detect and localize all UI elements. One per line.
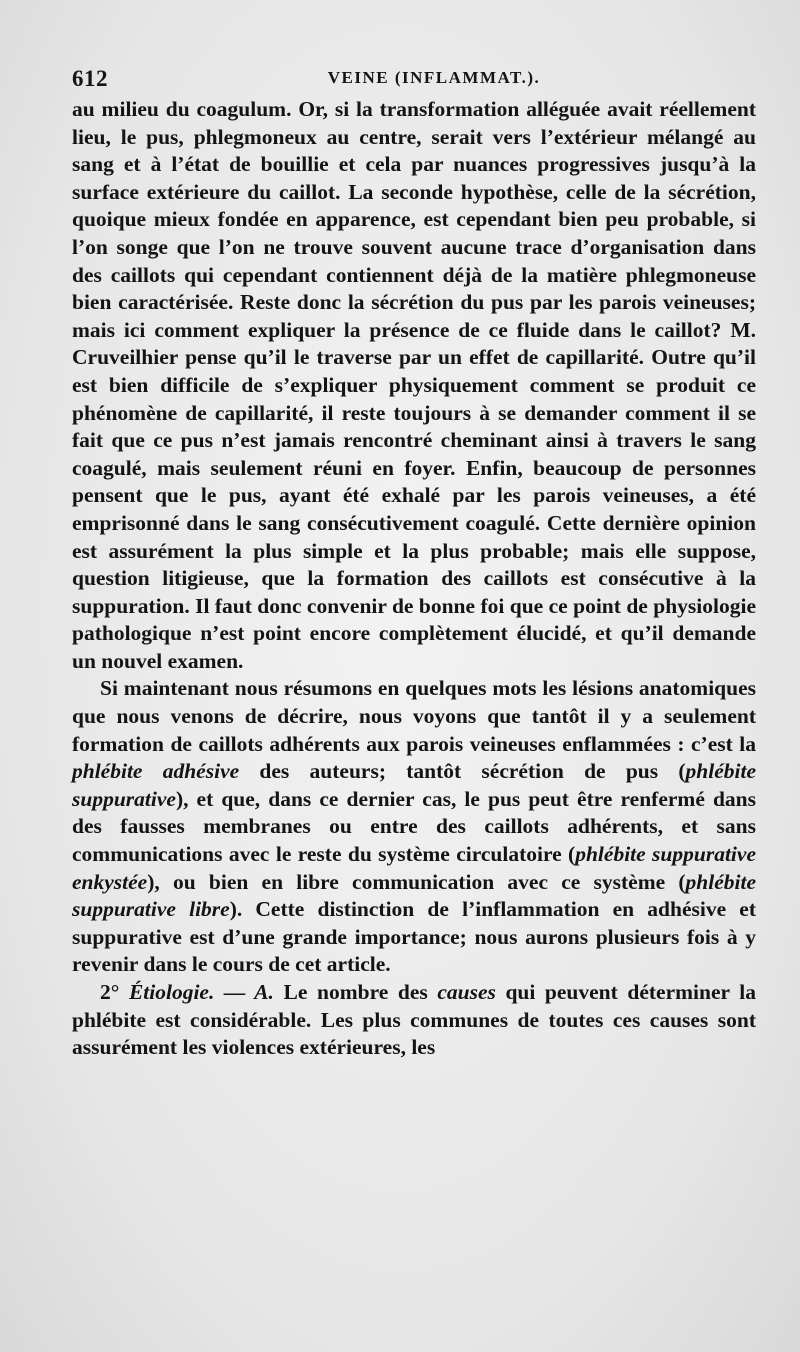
text-segment: Si maintenant nous résumons en quelques mots les lésions anatomiques que nous venons de décrire, nous voyons que tantôt il y a seulement formation de caillots adhérents aux parois veineuses enflammées : c’est la (72, 676, 756, 756)
text-segment: ). Cette distinction de l’inflammation en adhésive et suppurative est d’une grande importance; nous aurons plusieurs fois à y revenir dans le cours de cet article. (72, 897, 756, 977)
text-segment: ), ou bien en libre communication avec ce système ( (147, 869, 686, 894)
text-segment: qui peuvent déterminer la phlébite est considérable. Les plus communes de toutes ces causes sont assurément les violences extérieures, les (72, 980, 756, 1060)
running-head (72, 58, 756, 96)
page-number: 612 (72, 66, 108, 91)
text-segment: au milieu du coagulum. Or, si la transformation alléguée avait réellement lieu, le pus, phlegmoneux au centre, serait vers l’extérieur mélangé au sang et à l’état de bouillie et cela par nuances progressives jusqu’à la surface extérieure du caillot. La seconde hypothèse, celle de la sécrétion, quoique mieux fondée en apparence, est cependant bien peu probable, si l’on songe que l’on ne trouve souvent aucune trace d’organisation dans des caillots qui cependant contiennent déjà de la matière phlegmoneuse bien caractérisée. Reste donc la sécrétion du pus par les parois veineuses; mais ici comment expliquer la présence de ce fluide dans le caillot? M. Cruveilhier pense qu’il le traverse par un effet de capillarité. Outre qu’il est bien difficile de s’expliquer physiquement comment se produit ce phénomène de capillarité, il reste toujours à se demander comment il se fait que ce pus n’est jamais rencontré cheminant ainsi à travers le sang coagulé, mais seulement réuni en foyer. Enfin, beaucoup de personnes pensent que le pus, ayant été exhalé par les parois veineuses, a été emprisonné dans le sang consécutivement coagulé. Cette dernière opinion est assurément la plus simple et la plus probable; mais elle suppose, question litigieuse, que la formation des caillots est consécutive à la suppuration. Il faut donc convenir de bonne foi que ce point de physiologie pathologique n’est point encore complètement élucidé, et qu’il demande un nouvel examen. (72, 97, 756, 673)
italic-text: Étiologie. — A. (128, 980, 274, 1004)
italic-text: phlébite suppurative enkystée (72, 842, 756, 894)
paragraph (72, 96, 756, 675)
italic-text: phlébite adhésive (72, 759, 240, 784)
body-text (72, 96, 756, 1062)
running-title: VEINE (INFLAMMAT.). (327, 68, 541, 87)
italic-text: phlébite suppurative libre (72, 869, 756, 922)
text-segment: ), et que, dans ce dernier cas, le pus peut être renfermé dans des fausses membranes ou entre des caillots adhérents, et sans communications avec le reste du système circulatoire ( (72, 786, 756, 867)
italic-text: causes (437, 980, 496, 1004)
text-segment: des auteurs; tantôt sécrétion de pus ( (239, 759, 686, 784)
text-segment: Le nombre des (273, 980, 438, 1004)
italic-text: phlébite suppurative (72, 759, 757, 811)
text-segment: 2° (100, 980, 129, 1004)
paragraph (72, 979, 756, 1062)
paragraph (72, 675, 756, 979)
